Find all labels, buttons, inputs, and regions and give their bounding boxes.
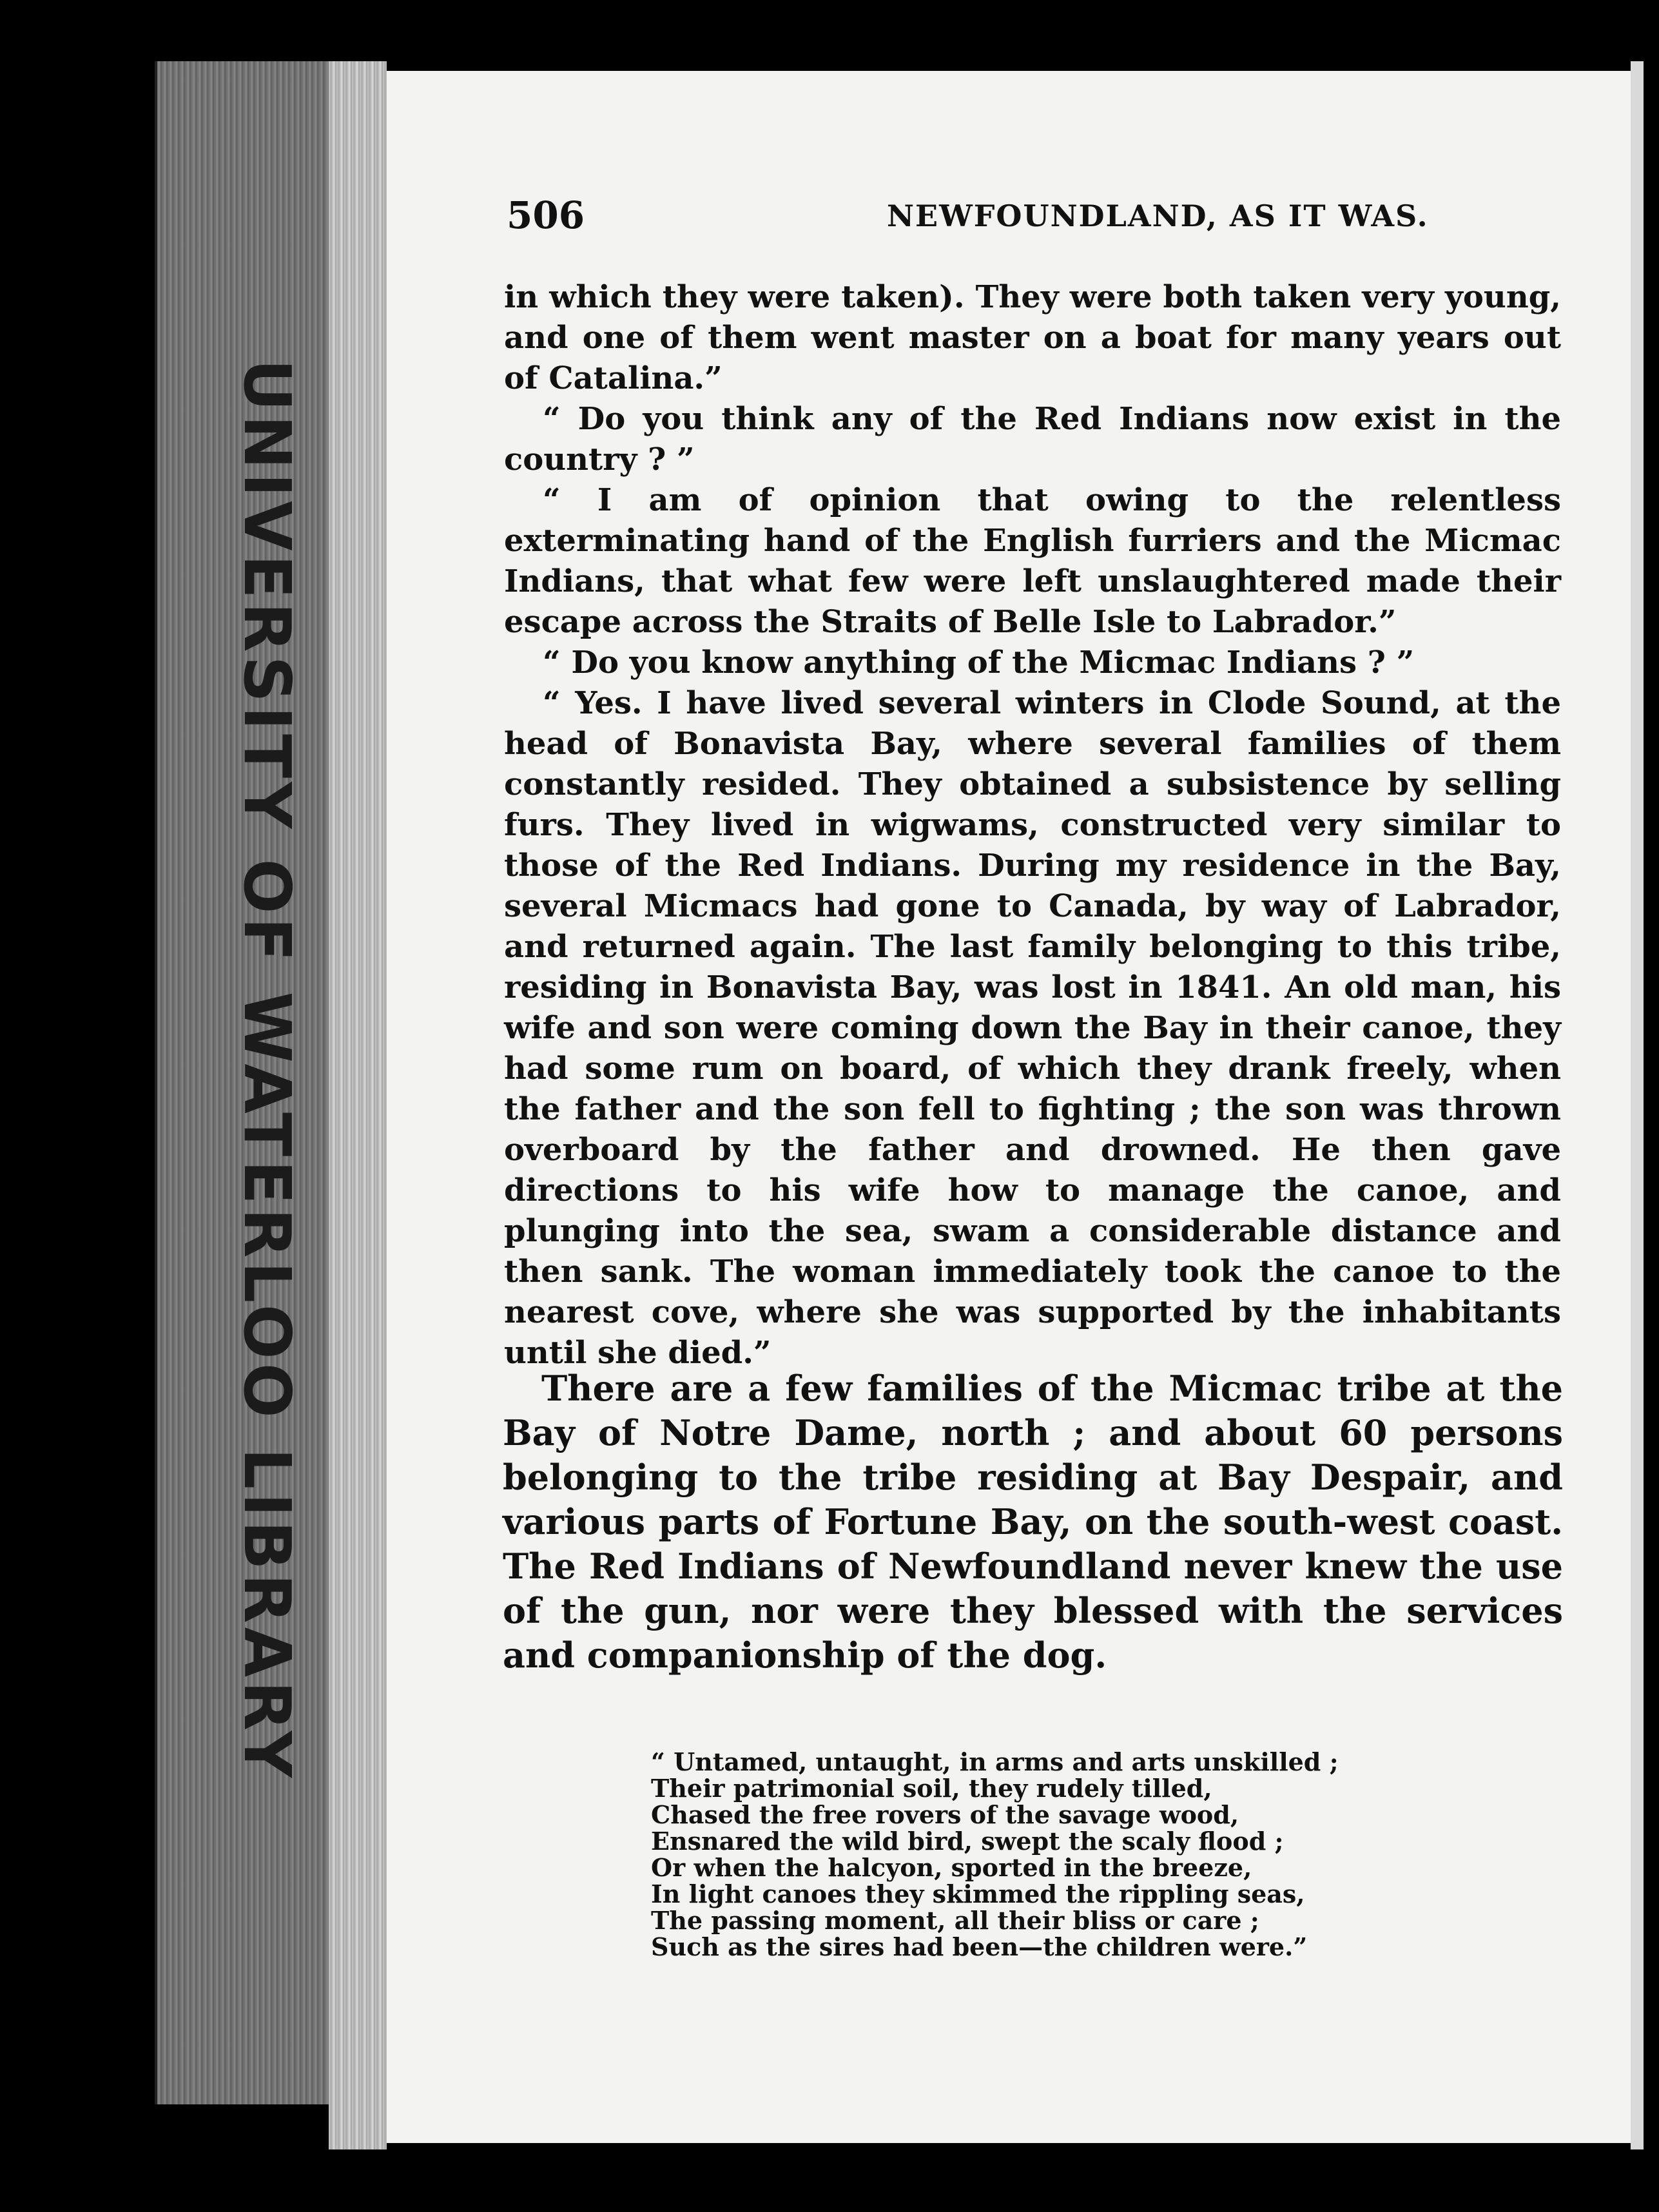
- running-header: [507, 193, 1618, 251]
- paragraph: “ Do you think any of the Red Indians now exist in the country ? ”: [504, 401, 1561, 478]
- book-page: [387, 71, 1631, 2143]
- poem-line: Their patrimonial soil, they rudely tilled,: [651, 1774, 1212, 1803]
- narrative-paragraph: There are a few families of the Micmac tribe at the Bay of Notre Dame, north ; and about 60 persons belonging to the tribe residing at Bay Despair, and various parts of Fortune Bay, on the south-west coast. The Red Indians of Newfoundland never knew the use of the gun, nor were they blessed with the services and companionship of the dog.: [503, 1368, 1563, 1676]
- page-number: 506: [507, 193, 585, 237]
- poem-line: Such as the sires had been—the children were.”: [651, 1932, 1308, 1961]
- spine-label: UNIVERSITY OF WATERLOO LIBRARY: [229, 358, 306, 1781]
- poem-line: Ensnared the wild bird, swept the scaly flood ;: [651, 1827, 1284, 1856]
- spine-label-container: [226, 358, 309, 1781]
- poem-line: The passing moment, all their bliss or care ;: [651, 1906, 1259, 1935]
- poem-line: Chased the free rovers of the savage wood,: [651, 1800, 1239, 1829]
- poem-line: Or when the halcyon, sported in the breeze,: [651, 1853, 1252, 1882]
- running-title: NEWFOUNDLAND, AS IT WAS.: [887, 199, 1429, 233]
- poem-line: “ Untamed, untaught, in arms and arts unskilled ;: [651, 1747, 1339, 1776]
- paragraph: “ Do you know anything of the Micmac Indians ? ”: [543, 645, 1415, 681]
- paragraph: in which they were taken). They were both taken very young, and one of them went master on a boat for many years out of Catalina.”: [504, 279, 1561, 396]
- interview-text: [504, 277, 1561, 1373]
- paragraph: “ Yes. I have lived several winters in Clode Sound, at the head of Bonavista Bay, where several families of them constantly resided. They obtained a subsistence by selling furs. They lived in wigwams, constructed very similar to those of the Red Indians. During my residence in the Bay, several Micmacs had gone to Canada, by way of Labrador, and returned again. The last family belonging to this tribe, residing in Bonavista Bay, was lost in 1841. An old man, his wife and son were coming down the Bay in their canoe, they had some rum on board, of which they drank freely, when the father and the son fell to fighting ; the son was thrown overboard by the father and drowned. He then gave directions to his wife how to manage the canoe, and plunging into the sea, swam a considerable distance and then sank. The woman immediately took the canoe to the nearest cove, where she was supported by the inhabitants until she died.”: [504, 685, 1561, 1371]
- poem-line: In light canoes they skimmed the rippling seas,: [651, 1879, 1305, 1908]
- page-edge-right: [1631, 61, 1644, 2149]
- page-edges: [329, 61, 387, 2149]
- paragraph: “ I am of opinion that owing to the relentless exterminating hand of the English furriers and the Micmac Indians, that what few were left unslaughtered made their escape across the Straits of Belle Isle to Labrador.”: [504, 482, 1561, 640]
- poem-quotation: [651, 1749, 1489, 1960]
